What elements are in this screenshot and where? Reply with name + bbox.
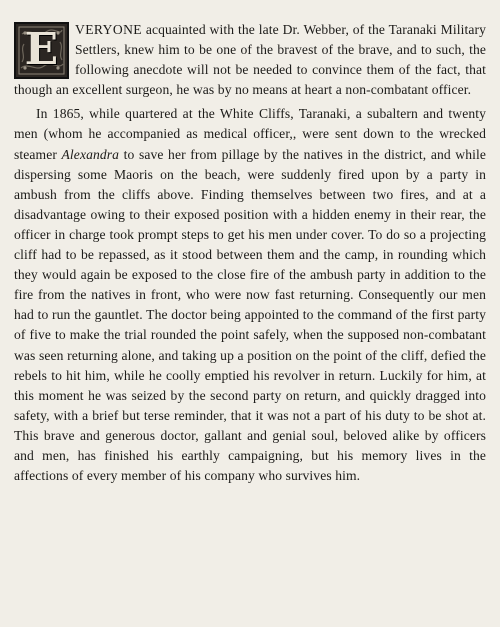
paragraph-2-text-start: In 1865, while quartered at the White Cliffs, Taranaki, a subaltern and twenty men (whom he accompanied as medical officer,, were sent down to the wrecked steamer xyxy=(14,106,486,162)
opening-word: VERYONE xyxy=(75,22,142,37)
paragraph-2 xyxy=(14,104,486,486)
article-body xyxy=(14,20,486,486)
drop-letter: E xyxy=(24,24,59,76)
paragraph-2-text-end: to save her from pillage by the natives in the district, and while dispersing some Maoris on the beach, were suddenly fired upon by a party in ambush from the cliffs above. Finding themselves between two fires, and at a disadvantage owing to their exposed position with a hidden enemy in their rear, the officer in charge took prompt steps to get his men under cover. To do so a projecting cliff had to be repassed, as it stood between them and the camp, in rounding which they would again be exposed to the close fire of the ambush party in addition to the fire from the natives in front, who were now fast returning. Consequently our men had to run the gauntlet. The doctor being appointed to the command of the first party of five to make the trial rounded the point safely, when the supposed non-combatant was seen returning alone, and taking up a position on the point of the cliff, defied the rebels to hit him, while he coolly emptied his revolver in return. Luckily for him, at this moment he was seized by the second party on return, and quickly dragged into safety, with a brief but terse reminder, that it was not a part of his duty to be shot at. This brave and generous doctor, gallant and genial soul, beloved alike by officers and men, has finished his earthly campaigning, but his memory lives in the affections of every member of his company who survives him. xyxy=(14,146,487,484)
ship-name: Alexandra xyxy=(61,146,120,162)
paragraph-1 xyxy=(14,20,486,100)
paragraph-1-text: acquainted with the late Dr. Webber, of the Taranaki Military Settlers, knew him to be one of the bravest of the brave, and to such, the following anecdote will not be needed to convince them of the fact, that though an excellent surgeon, he was by no means at heart a non-combatant officer. xyxy=(14,22,486,98)
ornamental-initial-icon xyxy=(14,22,69,79)
